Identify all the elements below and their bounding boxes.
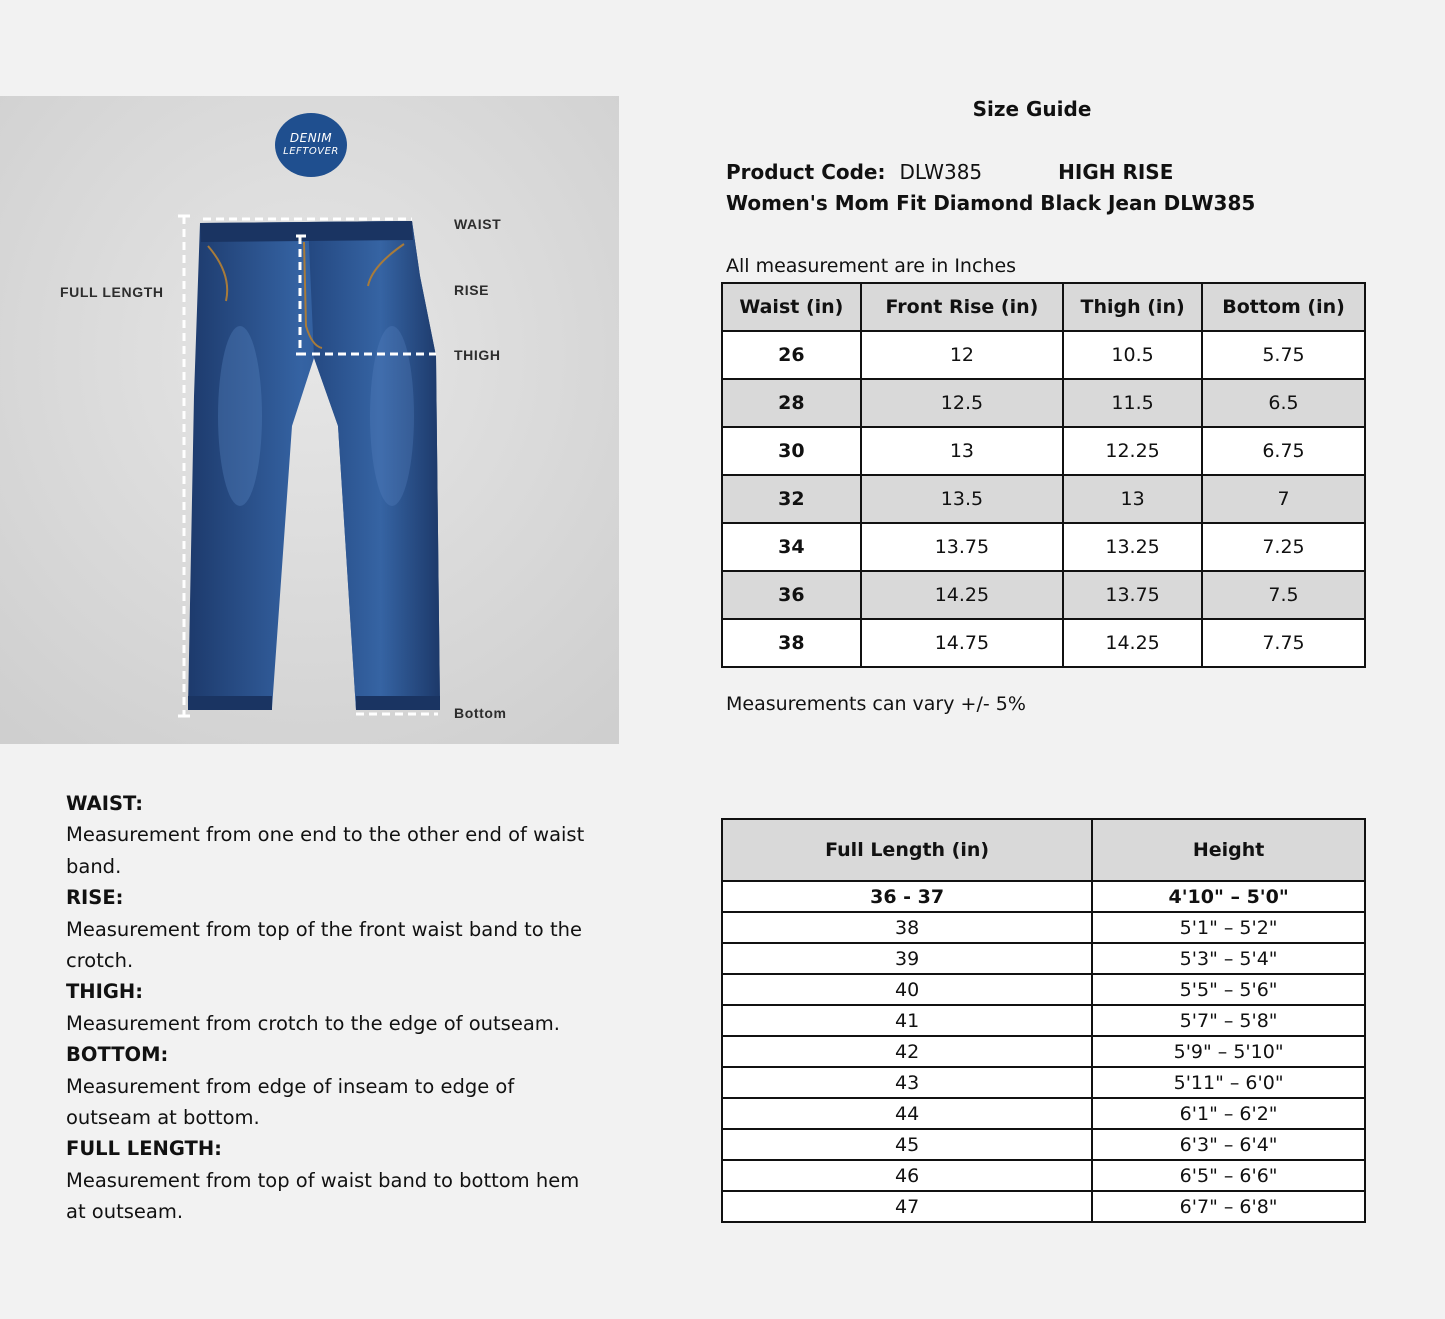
table-row [722,1191,1365,1222]
table-cell: 7.75 [1202,619,1365,667]
product-code-line [726,160,1173,184]
table-cell: 14.75 [861,619,1063,667]
bottom-label: Bottom [454,705,507,721]
waist-label: WAIST [454,216,502,232]
rise-label: RISE [454,282,490,298]
table-cell: 26 [722,331,861,379]
table-row [722,1067,1365,1098]
length-height-table [721,818,1366,1223]
size-table-header [722,283,1365,331]
table-cell: 39 [722,943,1092,974]
table-cell: 5'3" – 5'4" [1092,943,1365,974]
product-code: DLW385 [899,160,983,184]
length-table-header [722,819,1365,881]
table-row [722,331,1365,379]
definition-term-waist: WAIST: [66,792,144,815]
table-row [722,912,1365,943]
column-header: Height [1092,819,1365,881]
table-cell: 14.25 [861,571,1063,619]
table-cell: 5'7" – 5'8" [1092,1005,1365,1036]
table-row [722,1129,1365,1160]
table-cell: 13.25 [1063,523,1202,571]
table-cell: 32 [722,475,861,523]
definition-term-rise: RISE: [66,886,124,910]
table-cell: 40 [722,974,1092,1005]
column-header: Full Length (in) [722,819,1092,881]
column-header: Thigh (in) [1063,283,1202,331]
table-cell: 10.5 [1063,331,1202,379]
table-cell: 13.75 [1063,571,1202,619]
table-cell: 45 [722,1129,1092,1160]
table-cell: 36 [722,571,861,619]
definition-desc-rise: Measurement from top of the front waist band to the crotch. [66,917,582,973]
table-row [722,379,1365,427]
column-header: Bottom (in) [1202,283,1365,331]
thigh-label: THIGH [454,347,501,363]
table-cell: 6'3" – 6'4" [1092,1129,1365,1160]
brand-logo: DENIM LEFTOVER [275,113,347,177]
jeans-measurement-diagram [0,96,619,744]
table-row [722,881,1365,912]
size-table [721,282,1366,668]
table-cell: 7 [1202,475,1365,523]
table-cell: 6.5 [1202,379,1365,427]
table-cell: 6'5" – 6'6" [1092,1160,1365,1191]
table-row [722,619,1365,667]
table-cell: 38 [722,619,861,667]
table-cell: 5'11" – 6'0" [1092,1067,1365,1098]
jeans-illustration [0,96,619,744]
tolerance-note: Measurements can vary +/- 5% [726,693,1026,715]
table-cell: 13.5 [861,475,1063,523]
table-cell: 13 [1063,475,1202,523]
definition-desc-thigh: Measurement from crotch to the edge of outseam. [66,1011,560,1035]
table-cell: 41 [722,1005,1092,1036]
table-row [722,1098,1365,1129]
table-row [722,571,1365,619]
table-cell: 7.5 [1202,571,1365,619]
table-cell: 38 [722,912,1092,943]
table-row [722,1005,1365,1036]
table-cell: 34 [722,523,861,571]
table-cell: 12.25 [1063,427,1202,475]
table-cell: 5.75 [1202,331,1365,379]
definition-desc-waist: Measurement from one end to the other end of waist band. [66,823,585,878]
definition-desc-full-length: Measurement from top of waist band to bottom hem at outseam. [66,1168,580,1224]
table-cell: 7.25 [1202,523,1365,571]
table-cell: 28 [722,379,861,427]
column-header: Waist (in) [722,283,861,331]
table-cell: 12 [861,331,1063,379]
product-name: Women's Mom Fit Diamond Black Jean DLW385 [726,191,1256,215]
table-cell: 14.25 [1063,619,1202,667]
table-cell: 4'10" – 5'0" [1092,881,1365,912]
table-row [722,523,1365,571]
full-length-label: FULL LENGTH [60,284,164,300]
rise-type: HIGH RISE [1058,160,1174,184]
page-title: Size Guide [972,97,1092,121]
definition-desc-bottom: Measurement from edge of inseam to edge of outseam at bottom. [66,1074,515,1130]
table-cell: 42 [722,1036,1092,1067]
product-code-label: Product Code: [726,160,886,184]
table-cell: 44 [722,1098,1092,1129]
table-cell: 6.75 [1202,427,1365,475]
table-row [722,974,1365,1005]
table-row [722,943,1365,974]
table-cell: 13.75 [861,523,1063,571]
table-cell: 5'5" – 5'6" [1092,974,1365,1005]
table-cell: 36 - 37 [722,881,1092,912]
table-row [722,475,1365,523]
table-cell: 5'9" – 5'10" [1092,1036,1365,1067]
table-cell: 6'1" – 6'2" [1092,1098,1365,1129]
table-cell: 47 [722,1191,1092,1222]
table-row [722,1160,1365,1191]
table-cell: 6'7" – 6'8" [1092,1191,1365,1222]
table-cell: 5'1" – 5'2" [1092,912,1365,943]
definition-term-full-length: FULL LENGTH: [66,1137,222,1161]
units-note: All measurement are in Inches [726,255,1017,277]
table-row [722,1036,1365,1067]
table-cell: 11.5 [1063,379,1202,427]
table-row [722,427,1365,475]
measurement-definitions [66,788,586,1228]
table-cell: 13 [861,427,1063,475]
table-cell: 43 [722,1067,1092,1098]
definition-term-thigh: THIGH: [66,980,144,1004]
column-header: Front Rise (in) [861,283,1063,331]
table-cell: 12.5 [861,379,1063,427]
table-cell: 30 [722,427,861,475]
table-cell: 46 [722,1160,1092,1191]
definition-term-bottom: BOTTOM: [66,1043,169,1067]
